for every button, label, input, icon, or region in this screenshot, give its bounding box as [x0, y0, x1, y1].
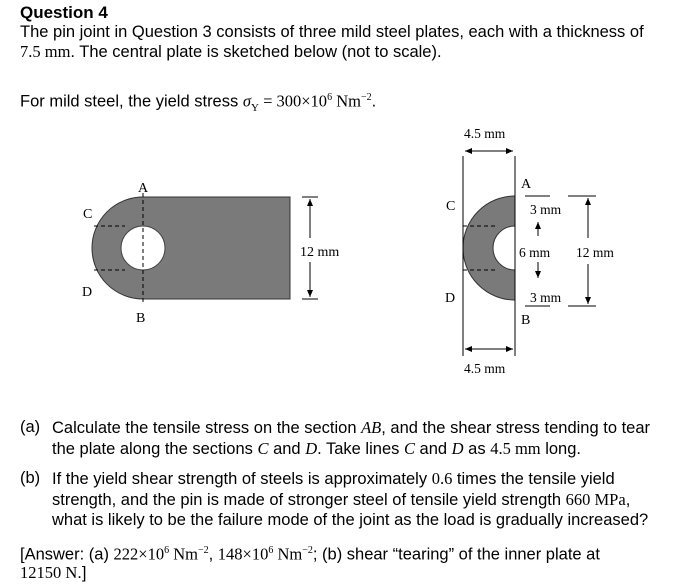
answer-unit-2-exp: −2: [302, 545, 313, 556]
part-a-text-4: and: [268, 440, 306, 458]
yield-end: .: [371, 92, 377, 111]
part-b-line-2: [52, 489, 697, 511]
part-a-text-6: and: [414, 440, 452, 458]
left-label-A: A: [138, 181, 149, 196]
thickness-value: 7.5 mm: [20, 42, 71, 61]
answer-end: .]: [77, 564, 87, 582]
answer-line-1: [20, 540, 695, 566]
right-label-B: B: [521, 313, 531, 328]
answer-unit-2: Nm: [273, 544, 303, 564]
part-b-label: (b): [20, 469, 41, 487]
part-a-text-5: . Take lines: [317, 440, 404, 458]
part-b-line-3: what is likely to be the failure mode of the joint as the load is gradually increased?: [52, 511, 649, 529]
part-b-text-1a: If the yield shear strength of steels is approximately: [52, 470, 432, 488]
right-dim-top-4-5mm: 4.5 mm: [464, 126, 506, 141]
shear-factor: 0.6: [431, 469, 453, 488]
right-dim-3mm-bottom: 3 mm: [530, 290, 562, 305]
yield-value: = 300×10: [258, 91, 328, 111]
left-label-B: B: [136, 311, 146, 326]
right-dim-bottom-4-5mm: 4.5 mm: [464, 361, 506, 376]
part-a-text-1: Calculate the tensile stress on the section: [52, 419, 362, 437]
yield-exponent: 6: [327, 92, 333, 103]
part-b-text-2b: ,: [625, 491, 631, 509]
answer-mid: ; (b) shear “tearing” of the inner plate at: [312, 545, 600, 564]
part-a-text-3: the plate along the sections: [52, 440, 258, 458]
right-label-D: D: [445, 291, 456, 306]
answer-value-2: 148×10: [217, 544, 269, 564]
sigma-symbol: σ: [242, 91, 251, 111]
right-dim-12mm: 12 mm: [576, 245, 614, 260]
question-title: Question 4: [20, 3, 108, 22]
answer-force: 12150 N: [20, 563, 78, 582]
part-a-label: (a): [20, 418, 41, 436]
sigma-subscript: Y: [250, 101, 259, 114]
answer-prefix: [Answer: (a): [20, 545, 114, 564]
intro-line-2-rest: . The central plate is sketched below (not to scale).: [70, 43, 442, 61]
answer-value-1: 222×10: [113, 544, 165, 564]
part-a-line-2: [52, 438, 697, 460]
right-plate-figure: [445, 126, 614, 376]
answer-value-1-exp: 6: [164, 545, 170, 556]
right-dim-3mm-top: 3 mm: [530, 202, 562, 217]
answer-value-2-exp: 6: [268, 545, 274, 556]
part-a-text-8: long.: [540, 440, 581, 458]
part-a-line-1: [52, 417, 697, 439]
yield-unit: Nm: [332, 91, 361, 111]
left-dim-12mm: 12 mm: [300, 245, 340, 260]
part-a-text-7: as: [463, 440, 491, 458]
yield-unit-exponent: −2: [360, 92, 372, 103]
answer-unit-1: Nm: [169, 544, 198, 564]
right-dim-6mm: 6 mm: [519, 245, 551, 260]
answer-unit-1-exp: −2: [197, 545, 209, 556]
section-AB: AB: [361, 418, 382, 437]
section-D: D: [305, 439, 318, 458]
line-D: D: [451, 439, 464, 458]
part-b-line-1: [52, 468, 697, 490]
part-b-text-1b: times the tensile yield: [452, 470, 615, 488]
right-label-A: A: [521, 177, 532, 192]
right-plate-body: [463, 196, 515, 300]
part-b-text-2a: strength, and the pin is made of stronger steel of tensile yield strength: [52, 491, 566, 509]
left-label-D: D: [82, 285, 93, 300]
part-a-text-2: , and the shear stress tending to tear: [381, 419, 651, 437]
yield-prefix: For mild steel, the yield stress: [20, 92, 239, 111]
pin-strength: 660 MPa: [565, 490, 626, 509]
left-plate-figure: [82, 181, 339, 326]
right-label-C: C: [446, 199, 456, 214]
section-C: C: [257, 439, 269, 458]
intro-line-1: The pin joint in Question 3 consists of three mild steel plates, each with a thickness of: [20, 23, 644, 41]
answer-sep: ,: [208, 545, 218, 564]
line-length: 4.5 mm: [490, 439, 541, 458]
left-label-C: C: [83, 207, 93, 222]
answer-line-2: [20, 562, 86, 584]
line-C: C: [403, 439, 415, 458]
